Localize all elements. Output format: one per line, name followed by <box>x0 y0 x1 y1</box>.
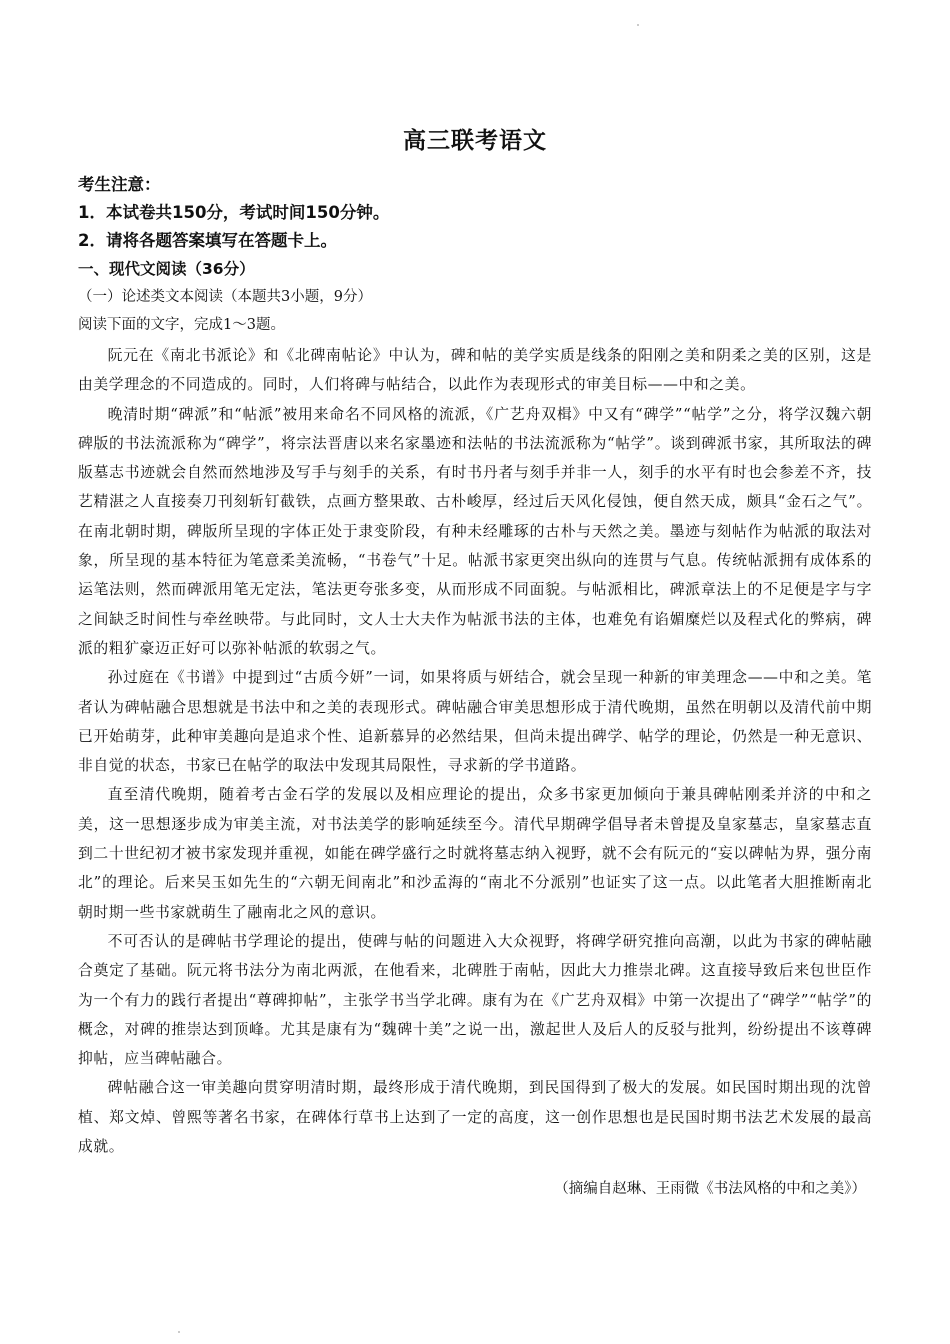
passage-paragraph-2: 晚清时期“碑派”和“帖派”被用来命名不同风格的流派，《广艺舟双楫》中又有“碑学”“帖学”之分，将学汉魏六朝碑版的书法流派称为“碑学”，将宗法晋唐以来名家墨迹和法帖的书法流派称为“帖学”。谈到碑派书家，其所取法的碑版墓志书迹就会自然而然地涉及写手与刻手的关系，有时书丹者与刻手并非一人，刻手的水平有时也会参差不齐，技艺精湛之人直接奏刀刊刻斩钉截铁，点画方整果敢、古朴峻厚，经过后天风化侵蚀，便自然天成，颇具“金石之气”。在南北朝时期，碑版所呈现的字体正处于隶变阶段，有种未经雕琢的古朴与天然之美。墨迹与刻帖作为帖派的取法对象，所呈现的基本特征为笔意柔美流畅，“书卷气”十足。帖派书家更突出纵向的连贯与气息。传统帖派拥有成体系的运笔法则，然而碑派用笔无定法，笔法更夸张多变，从而形成不同面貌。与帖派相比，碑派章法上的不足便是字与字之间缺乏时间性与牵丝映带。与此同时，文人士大夫作为帖派书法的主体，也难免有谄媚糜烂以及程式化的弊病，碑派的粗犷豪迈正好可以弥补帖派的软弱之气。 <box>78 405 872 657</box>
passage-paragraph-1: 阮元在《南北书派论》和《北碑南帖论》中认为，碑和帖的美学实质是线条的阳刚之美和阴柔之美的区别，这是由美学理念的不同造成的。同时，人们将碑与帖结合，以此作为表现形式的审美目标——中和之美。 <box>78 347 872 394</box>
exam-title: 高三联考语文 <box>403 128 547 154</box>
notice-item-2: 2．请将各题答案填写在答题卡上。 <box>78 231 337 250</box>
passage-paragraph-5: 不可否认的是碑帖书学理论的提出，使碑与帖的问题进入大众视野，将碑学研究推向高潮，以此为书家的碑帖融合奠定了基础。阮元将书法分为南北两派，在他看来，北碑胜于南帖，因此大力推崇北碑。这直接导致后来包世臣作为一个有力的践行者提出“尊碑抑帖”，主张学书当学北碑。康有为在《广艺舟双楫》中第一次提出了“碑学”“帖学”的概念，对碑的推崇达到顶峰。尤其是康有为“魏碑十美”之说一出，激起世人及后人的反驳与批判，纷纷提出不该尊碑抑帖，应当碑帖融合。 <box>78 932 872 1068</box>
passage-paragraph-6: 碑帖融合这一审美趣向贯穿明清时期，最终形成于清代晚期，到民国得到了极大的发展。如民国时期出现的沈曾植、郑文焯、曾熙等著名书家，在碑体行草书上达到了一定的高度，这一创作思想也是民国时期书法艺术发展的最高成就。 <box>78 1079 872 1156</box>
passage-paragraph-4: 直至清代晚期，随着考古金石学的发展以及相应理论的提出，众多书家更加倾向于兼具碑帖刚柔并济的中和之美，这一思想逐步成为审美主流，对书法美学的影响延续至今。清代早期碑学倡导者未曾提及皇家墓志，皇家墓志直到二十世纪初才被书家发现并重视，如能在碑学盛行之时就将墓志纳入视野，就不会有阮元的“妄以碑帖为界，强分南北”的理论。后来吴玉如先生的“六朝无间南北”和沙孟海的“南北不分派别”也证实了这一点。以此笔者大胆推断南北朝时期一些书家就萌生了融南北之风的意识。 <box>78 786 872 921</box>
scan-speck <box>178 1331 180 1333</box>
notice-item-1: 1．本试卷共150分，考试时间150分钟。 <box>78 203 390 222</box>
section-subheading: （一）论述类文本阅读（本题共3小题，9分） <box>78 289 372 305</box>
passage-paragraph-3: 孙过庭在《书谱》中提到过“古质今妍”一词，如果将质与妍结合，就会呈现一种新的审美理念——中和之美。笔者认为碑帖融合思想就是书法中和之美的表现形式。碑帖融合审美思想形成于清代晚期，虽然在明朝以及清代前中期已开始萌芽，此种审美趣向是追求个性、追新慕异的必然结果，但尚未提出碑学、帖学的理论，仍然是一种无意识、非自觉的状态，书家已在帖学的取法中发现其局限性，寻求新的学书道路。 <box>78 669 872 775</box>
section-heading: 一、现代文阅读（36分） <box>78 260 255 278</box>
document-page <box>78 0 872 1203</box>
notice-heading: 考生注意： <box>78 175 161 194</box>
reading-instruction: 阅读下面的文字，完成1～3题。 <box>78 317 285 333</box>
passage-source: （摘编自赵琳、王雨微《书法风格的中和之美》） <box>554 1181 866 1198</box>
scan-speck <box>637 24 639 26</box>
